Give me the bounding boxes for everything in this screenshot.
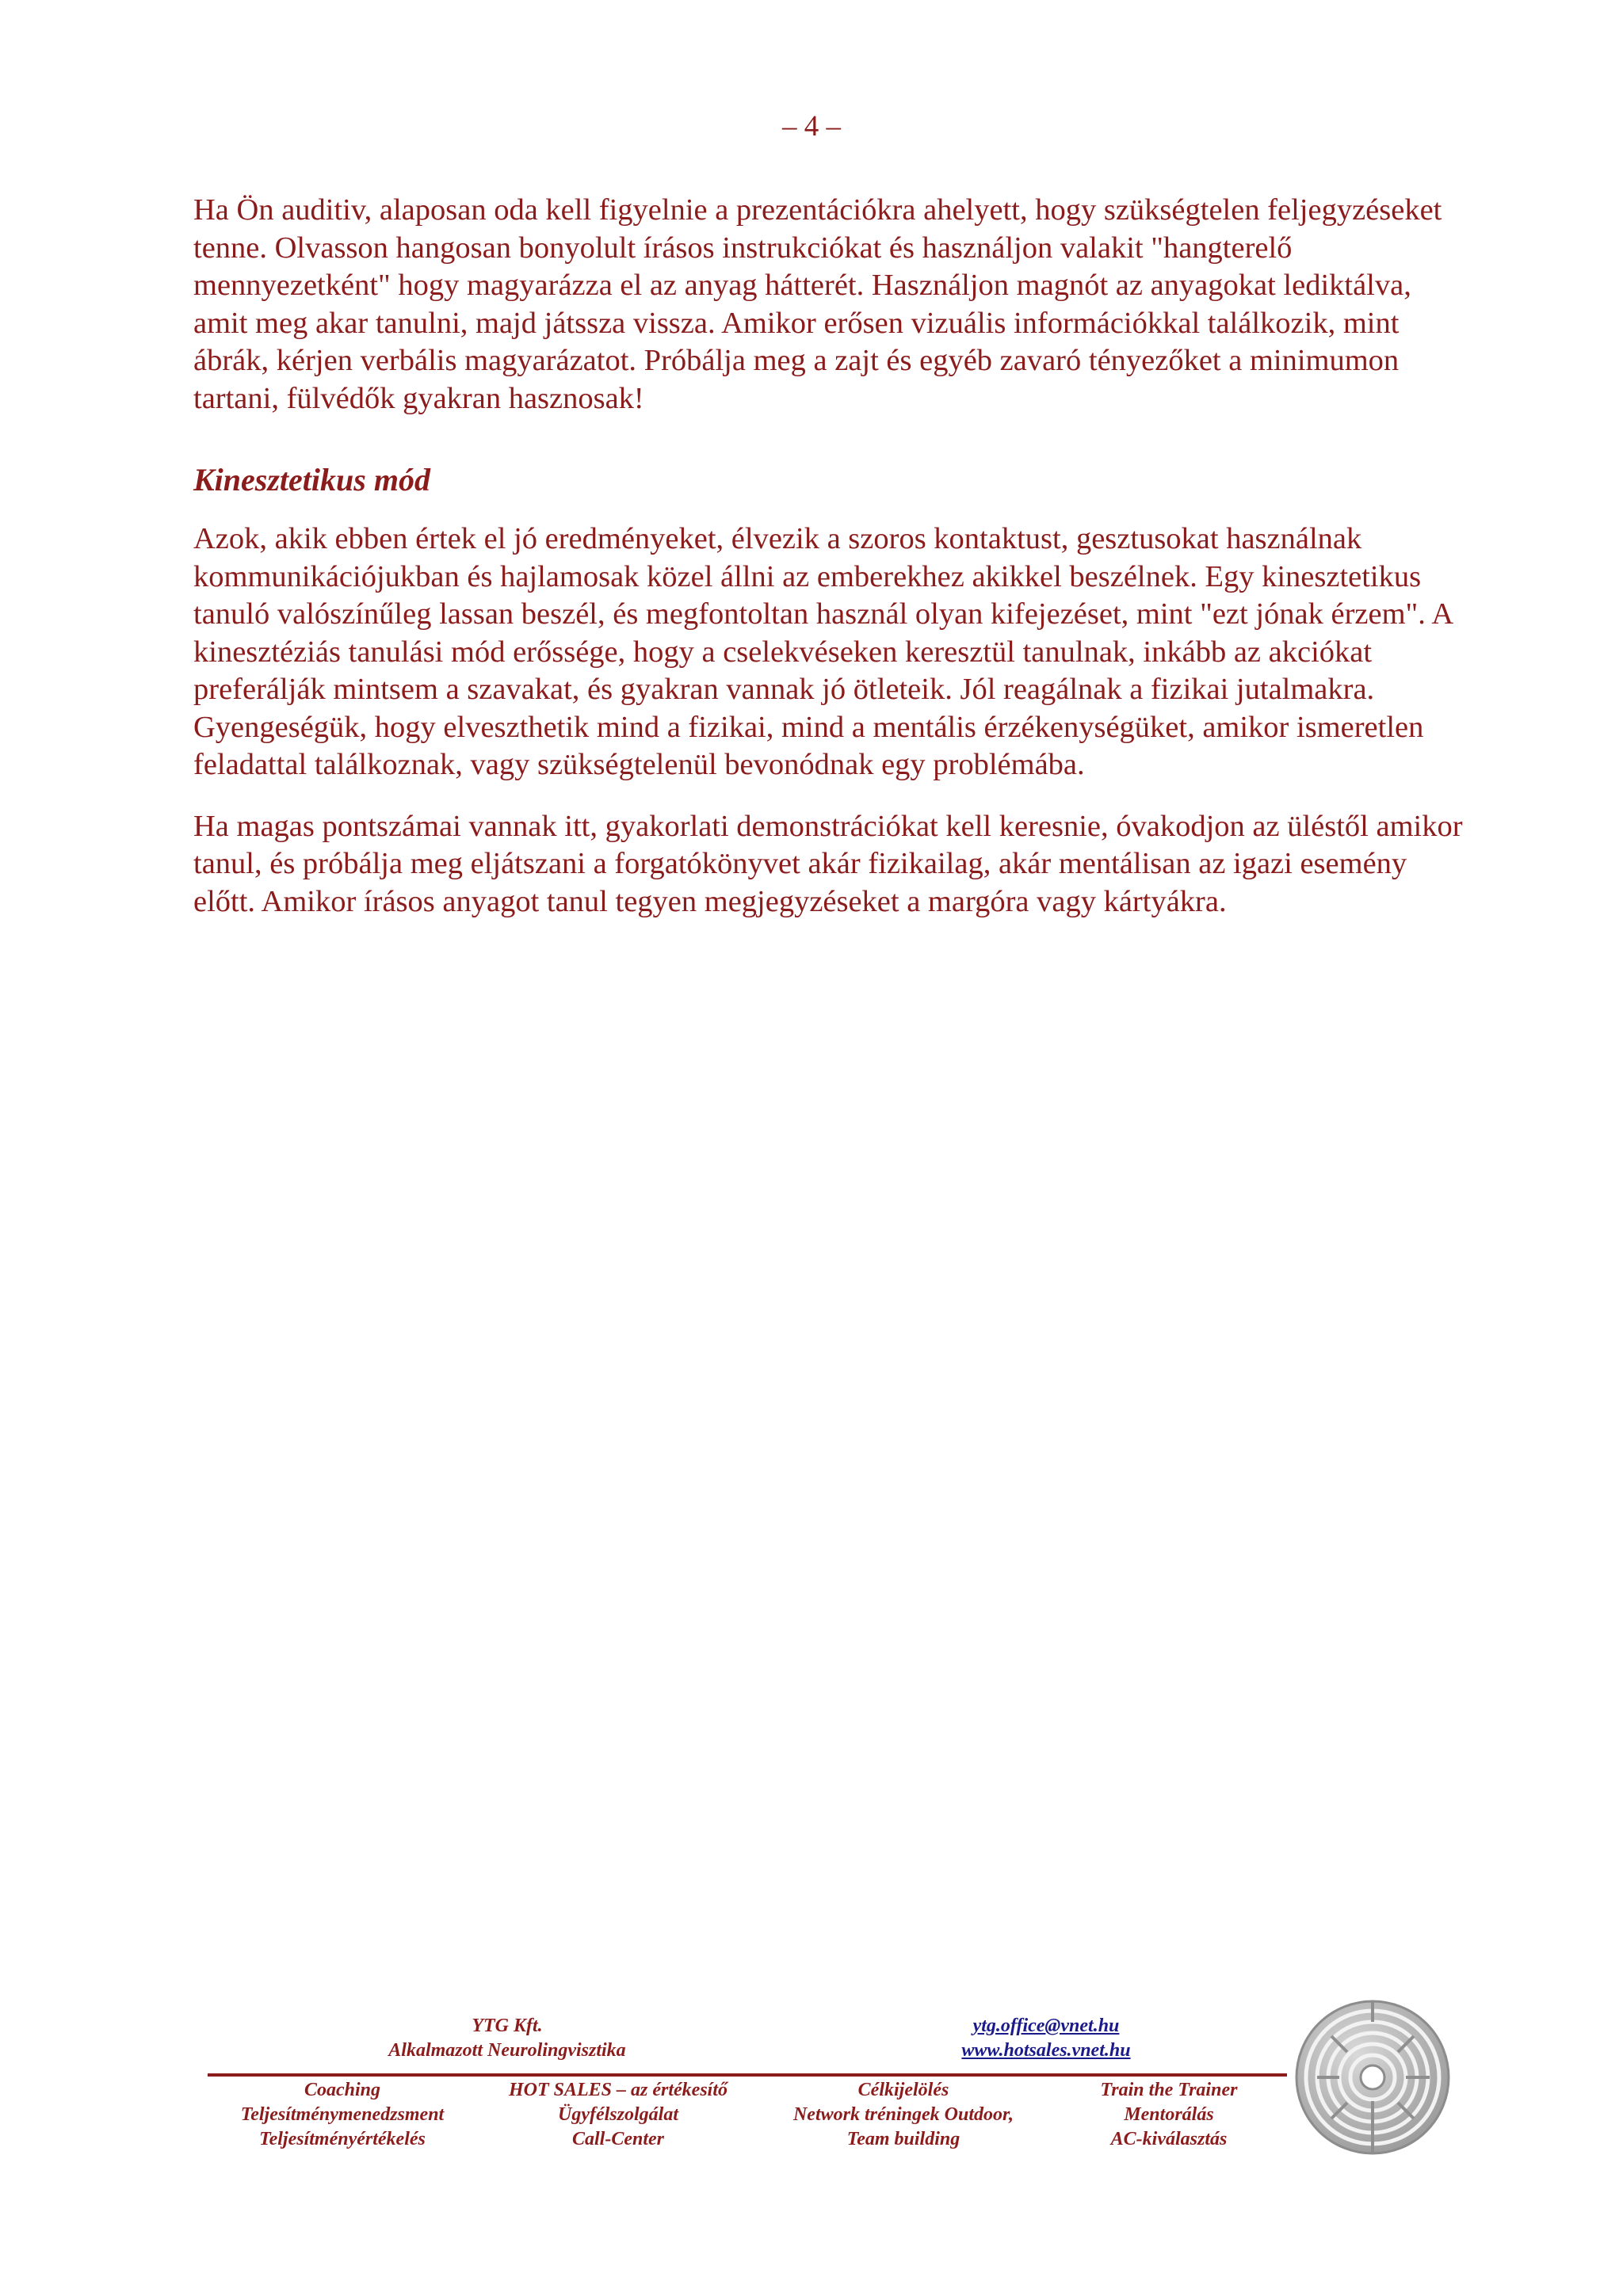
footer-services-column (208, 2078, 477, 2152)
labyrinth-logo-icon (1293, 1998, 1452, 2157)
page-number: – 4 – (782, 110, 841, 143)
footer-service-item: Coaching (304, 2080, 381, 2100)
footer-divider (208, 2073, 1287, 2077)
footer-service-item: Teljesítménymenedzsment (240, 2104, 445, 2125)
footer-service-item: Célkijelölés (857, 2080, 949, 2100)
footer-service-item: Mentorálás (1124, 2104, 1214, 2125)
footer-company (341, 2014, 674, 2063)
footer-services-column (1046, 2078, 1292, 2152)
footer-service-item: Train the Trainer (1100, 2080, 1238, 2100)
footer-services-column (475, 2078, 761, 2152)
paragraph-auditory-advice: Ha Ön auditiv, alaposan oda kell figyelnie a prezentációkra ahelyett, hogy szükségtelen feljegyzéseket tenne. Olvasson hangosan bonyolult írásos instrukciókat és használjon valakit "hangterelő mennyezetként" hogy magyarázza el az anyag hátterét. Használjon magnót az anyagokat lediktálva, amit meg akar tanulni, majd játssza vissza. Amikor erősen vizuális információkkal találkozik, mint ábrák, kérjen verbális magyarázatot. Próbálja meg a zajt és egyéb zavaró tényezőket a minimumon tartani, fülvédők gyakran hasznosak! (193, 193, 1442, 415)
footer-service-item: AC-kiválasztás (1110, 2129, 1228, 2149)
footer-website-link[interactable]: www.hotsales.vnet.hu (961, 2040, 1131, 2061)
paragraph-kinesthetic-description: Azok, akik ebben értek el jó eredményeket, élvezik a szoros kontaktust, gesztusokat használnak kommunikációjukban és hajlamosak közel állni az emberekhez akikkel beszélnek. Egy kinesztetikus tanuló valószínűleg lassan beszél, és megfontoltan használ olyan kifejezéset, mint "ezt jónak érzem". A kinesztéziás tanulási mód erőssége, hogy a cselekvéseken keresztül tanulnak, inkább az akciókat preferálják mintsem a szavakat, és gyakran vannak jó ötleteik. Jól reagálnak a fizikai jutalmakra. Gyengeségük, hogy elveszthetik mind a fizikai, mind a mentális érzékenységüket, amikor ismeretlen feladattal találkoznak, vagy szükségtelenül bevonódnak egy problémába. (193, 522, 1453, 781)
paragraph-kinesthetic-advice: Ha magas pontszámai vannak itt, gyakorlati demonstrációkat kell keresnie, óvakodjon az üléstől amikor tanul, és próbálja meg eljátszani a forgatókönyvet akár fizikailag, akár mentálisan az igazi esemény előtt. Amikor írásos anyagot tanul tegyen megjegyzéseket a margóra vagy kártyákra. (193, 809, 1463, 918)
footer-service-item: Team building (846, 2129, 960, 2149)
footer-contact (896, 2014, 1197, 2063)
document-body (193, 192, 1469, 921)
footer-email-link[interactable]: ytg.office@vnet.hu (972, 2016, 1120, 2036)
footer-service-item: Network tréningek Outdoor, (792, 2104, 1014, 2125)
section-heading-kinesthetic: Kinesztetikus mód (193, 462, 430, 498)
footer-company-subtitle: Alkalmazott Neurolingvisztika (388, 2040, 626, 2061)
footer-company-name: YTG Kft. (472, 2016, 543, 2036)
footer-service-item: Teljesítményértékelés (259, 2129, 426, 2149)
footer-service-item: Call-Center (571, 2129, 664, 2149)
footer-service-item: HOT SALES – az értékesítő (508, 2080, 727, 2100)
footer-service-item: Ügyfélszolgálat (558, 2104, 678, 2125)
footer-services-column (761, 2078, 1046, 2152)
